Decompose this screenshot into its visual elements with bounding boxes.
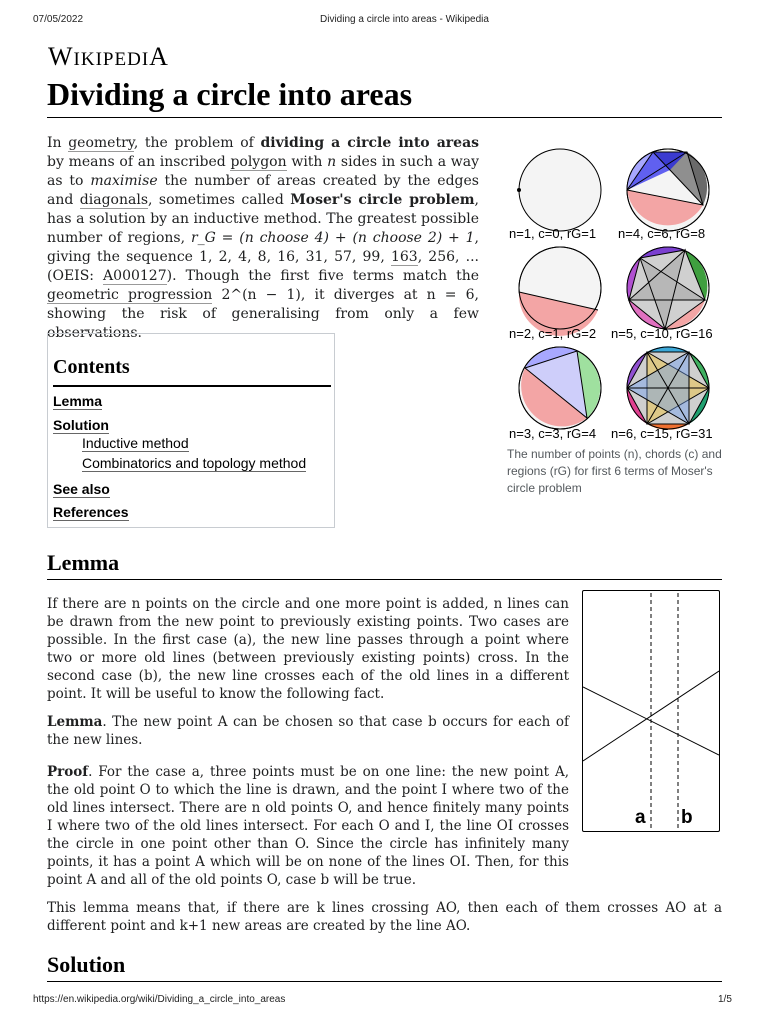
label-n4: n=4, c=6, rG=8 (618, 226, 706, 241)
toc-item-see-also[interactable]: See also (53, 481, 110, 497)
lemma-figure-lines (583, 591, 719, 831)
section-heading-lemma: Lemma (47, 550, 120, 575)
toc-item-references[interactable]: References (53, 504, 129, 520)
wikipedia-logo[interactable]: WIKIPEDIA (48, 42, 169, 71)
link-diagonals[interactable]: diagonals (79, 192, 148, 208)
lemma-rule (47, 579, 722, 580)
print-doc-title: Dividing a circle into areas - Wikipedia (320, 14, 489, 25)
toc-item-solution[interactable]: Solution (53, 417, 109, 433)
toc-item-lemma[interactable]: Lemma (53, 393, 103, 409)
circle-regions-figure (505, 140, 725, 445)
label-n3: n=3, c=3, rG=4 (509, 426, 597, 441)
formula-power: 2^(n − 1) (221, 287, 301, 303)
print-date: 07/05/2022 (33, 14, 84, 25)
link-polygon[interactable]: polygon (230, 154, 287, 170)
label-n5: n=5, c=10, rG=16 (611, 326, 713, 341)
circle-n5 (627, 247, 709, 329)
lemma-p3: Proof. For the case a, three points must be on one line: the new point A, the old point O to which the line is drawn, and the point I where two of the old lines intersect. There are n old points O, and hence finitely many points I where two of the old lines intersect. For each O and I, the line OI crosses the circle in one point other than O. Since the circle has infinitely many points, it has a point A which will be on none of the lines OI. Then, for this point A and all of the old points O, case b will be true. (47, 764, 569, 888)
circle-n4 (627, 149, 709, 231)
toc-item-combinatorics[interactable]: Combinatorics and topology method (82, 455, 307, 471)
label-n6: n=6, c=15, rG=31 (611, 426, 713, 441)
circle-n6 (627, 346, 709, 430)
page-title: Dividing a circle into areas (47, 76, 413, 112)
lemma-figure (582, 590, 720, 832)
fig-label-b: b (681, 807, 693, 828)
toc-rule (53, 385, 331, 387)
fig-label-a: a (635, 807, 646, 828)
toc-item-inductive-method[interactable]: Inductive method (82, 435, 189, 451)
print-page-number: 1/5 (718, 994, 732, 1005)
link-geometric-progression[interactable]: geometric progression (47, 287, 213, 303)
lemma-p1: If there are n points on the circle and one more point is added, n lines can be drawn from the new point to previously existing points. Two cases are possible. In the first case (a), the new line passes through a point where two or more old lines (between previously existing points) cross. In the second case (b), the new line crosses each of the old lines in a different point. It will be useful to know the following fact. (47, 596, 569, 702)
intro-paragraph: In geometry, the problem of dividing a circle into areas by means of an inscribed polygon with n sides in such a way as to maximise the number of areas created by the edges and diagonals, sometimes called Moser's circle problem, has a solution by an inductive method. The greatest possible number of regions, r_G = (n choose 4) + (n choose 2) + 1, giving the sequence 1, 2, 4, 8, 16, 31, 57, 99, 163, 256, ... (OEIS: A000127). Though the first five terms match the geometric progression 2^(n − 1), it diverges at n = 6, showing the risk of generalising from only a few observations. (47, 135, 480, 341)
circle-n2 (519, 247, 601, 336)
section-heading-solution: Solution (47, 952, 126, 977)
lemma-p4: This lemma means that, if there are k lines crossing AO, then each of them crosses AO at a different point and k+1 new areas are created by the line AO. (47, 900, 722, 934)
print-url: https://en.wikipedia.org/wiki/Dividing_a_circle_into_areas (33, 994, 286, 1005)
label-n1: n=1, c=0, rG=1 (509, 226, 597, 241)
formula-rg: r_G = (n choose 4) + (n choose 2) + 1 (190, 230, 475, 246)
title-rule (47, 117, 722, 118)
link-oeis[interactable]: A000127 (103, 268, 167, 284)
circle-n3 (519, 347, 601, 429)
link-163[interactable]: 163 (390, 249, 418, 265)
link-geometry[interactable]: geometry (68, 135, 134, 151)
table-of-contents (47, 333, 335, 528)
lemma-p2: Lemma. The new point A can be chosen so that case b occurs for each of the new lines. (47, 714, 569, 748)
solution-rule (47, 981, 722, 982)
label-n2: n=2, c=1, rG=2 (509, 326, 597, 341)
figure-caption: The number of points (n), chords (c) and regions (rG) for first 6 terms of Moser's circle problem (507, 447, 722, 495)
circle-n1 (517, 149, 601, 231)
toc-heading: Contents (53, 356, 130, 378)
